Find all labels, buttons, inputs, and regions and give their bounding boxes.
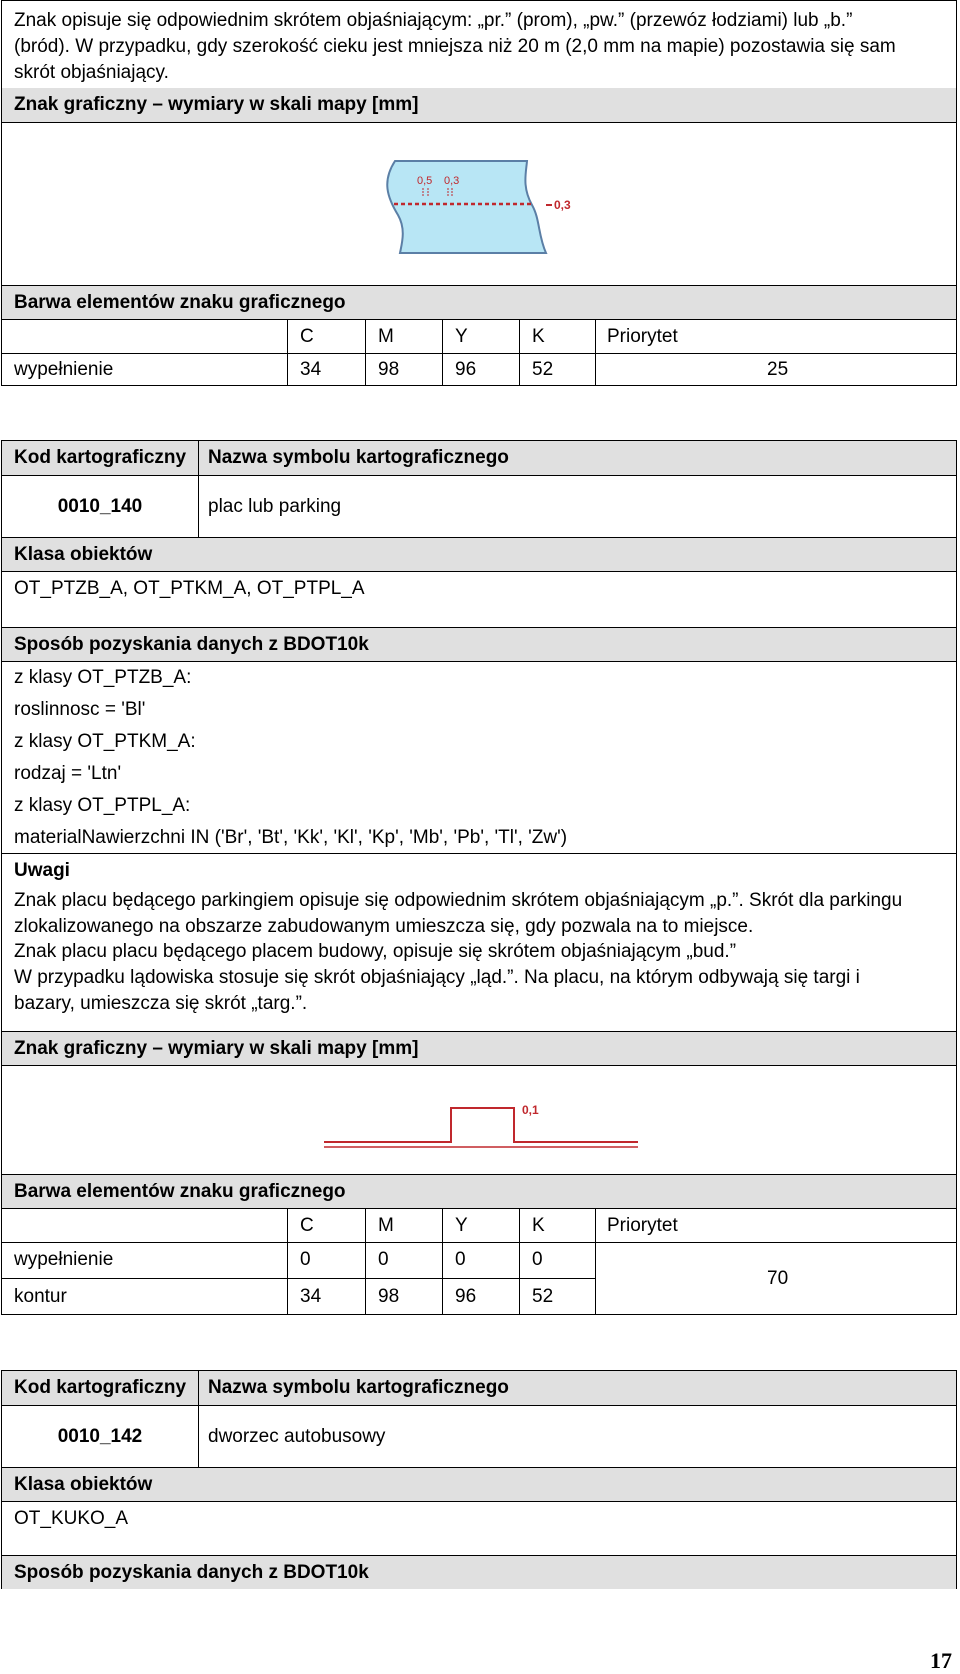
code-name-header [2, 441, 956, 475]
source-rows [2, 661, 956, 853]
ferry-dim-line: 0,3 [554, 198, 571, 212]
name-header: Nazwa symbolu kartograficznego [208, 447, 509, 468]
col-y: Y [455, 325, 468, 347]
cmyk-header-row-2 [2, 1208, 956, 1242]
col-priority: Priorytet [607, 325, 678, 347]
col-k: K [532, 325, 545, 347]
code-name-row [2, 475, 956, 537]
note-row [2, 1, 956, 88]
fill-k: 0 [532, 1249, 543, 1270]
note-line-3: skrót objaśniający. [14, 62, 169, 83]
parking-sign-graphic-row [2, 1065, 956, 1174]
code-header-2: Kod kartograficzny [14, 1377, 187, 1398]
class-value-row-2 [2, 1501, 956, 1557]
ferry-sign-table [1, 0, 957, 386]
parking-priority: 70 [767, 1268, 789, 1289]
parking-dim-line: 0,1 [522, 1103, 539, 1117]
ferry-water-area [387, 161, 546, 253]
outline-y: 96 [455, 1286, 477, 1307]
symbol-0010-140-table [1, 440, 957, 1315]
col-priority: Priorytet [607, 1214, 678, 1236]
fill-m: 98 [378, 359, 400, 380]
class-header-2: Klasa obiektów [14, 1474, 153, 1495]
symbol-code-2: 0010_142 [57, 1425, 143, 1447]
class-header: Klasa obiektów [14, 544, 153, 565]
fill-label: wypełnienie [14, 359, 114, 380]
outline-c: 34 [300, 1286, 322, 1307]
source-header-2: Sposób pozyskania danych z BDOT10k [14, 1562, 369, 1583]
symbol-code: 0010_140 [57, 495, 143, 517]
symbol-0010-142-table [1, 1370, 957, 1589]
parking-sign-graphic [2, 1066, 958, 1174]
remarks-header: Uwagi [14, 860, 70, 881]
remark-line-2: zlokalizowanego na obszarze zabudowanym umieszcza się, gdy pozwala na to miejsce. [14, 916, 754, 937]
symbol-name: plac lub parking [208, 495, 342, 517]
page-number: 17 [930, 1648, 952, 1673]
ferry-dim-a: 0,5 [417, 175, 433, 187]
fill-k: 52 [532, 359, 554, 380]
remark-line-4: W przypadku lądowiska stosuje się skrót objaśniający „ląd.”. Na placu, na którym odbywają się targi i [14, 967, 860, 988]
remark-line-1: Znak placu będącego parkingiem opisuje się odpowiednim skrótem objaśniającym „p.”. Skrót dla parkingu [14, 890, 903, 911]
fill-y: 0 [455, 1249, 466, 1270]
fill-y: 96 [455, 359, 477, 380]
source-line-3: z klasy OT_PTKM_A: [14, 731, 196, 752]
code-header: Kod kartograficzny [14, 447, 187, 468]
class-value: OT_PTZB_A, OT_PTKM_A, OT_PTPL_A [14, 578, 365, 599]
name-header-2: Nazwa symbolu kartograficznego [208, 1377, 509, 1398]
remark-line-5: bazary, umieszcza się skrót „targ.”. [14, 993, 308, 1014]
outline-m: 98 [378, 1286, 400, 1307]
graphic-sign-header [2, 88, 956, 122]
source-line-4: rodzaj = 'Ltn' [14, 763, 122, 784]
source-header: Sposób pozyskania danych z BDOT10k [14, 634, 369, 655]
class-value-2: OT_KUKO_A [14, 1508, 129, 1529]
class-header-row [2, 537, 956, 571]
fill-c: 0 [300, 1249, 311, 1270]
outline-k: 52 [532, 1286, 554, 1307]
parking-sign-outline [324, 1108, 638, 1142]
graphic-sign-label: Znak graficzny – wymiary w skali mapy [mm] [14, 94, 419, 115]
ferry-dim-b: 0,3 [444, 175, 460, 187]
code-name-row-2 [2, 1405, 956, 1467]
col-k: K [532, 1214, 545, 1236]
ferry-sign-graphic [2, 123, 958, 285]
colour-header-row [2, 285, 956, 319]
source-line-2: roslinnosc = 'Bl' [14, 699, 146, 720]
source-header-row-2 [2, 1555, 956, 1589]
fill-priority: 25 [767, 359, 789, 380]
source-header-row [2, 627, 956, 661]
remark-line-3: Znak placu placu będącego placem budowy, opisuje się skrótem objaśniającym „bud.” [14, 941, 737, 962]
source-line-5: z klasy OT_PTPL_A: [14, 795, 191, 816]
remarks-header-row [2, 853, 956, 889]
class-header-row-2 [2, 1467, 956, 1501]
col-c: C [300, 325, 314, 347]
ferry-fill-row [2, 353, 956, 386]
col-c: C [300, 1214, 314, 1236]
symbol-name-2: dworzec autobusowy [208, 1425, 386, 1447]
fill-m: 0 [378, 1249, 389, 1270]
source-line-6: materialNawierzchni IN ('Br', 'Bt', 'Kk', 'Kl', 'Kp', 'Mb', 'Pb', 'Tl', 'Zw') [14, 827, 568, 848]
graphic-sign-label-2: Znak graficzny – wymiary w skali mapy [mm] [14, 1038, 419, 1059]
colour-header-row-2 [2, 1174, 956, 1208]
note-line-2: (bród). W przypadku, gdy szerokość cieku jest mniejsza niż 20 m (2,0 mm na mapie) pozostawia się sam [14, 36, 896, 57]
fill-label: wypełnienie [14, 1249, 114, 1270]
parking-colour-rows [2, 1242, 956, 1315]
col-m: M [378, 325, 394, 347]
fill-c: 34 [300, 359, 322, 380]
ferry-sign-graphic-row [2, 122, 956, 285]
remarks-rows [2, 885, 956, 1023]
col-y: Y [455, 1214, 468, 1236]
note-line-1: Znak opisuje się odpowiednim skrótem objaśniającym: „pr.” (prom), „pw.” (przewóz łodziami) lub „b.” [14, 10, 853, 31]
source-line-1: z klasy OT_PTZB_A: [14, 667, 192, 688]
colour-header-label-2: Barwa elementów znaku graficznego [14, 1181, 346, 1202]
colour-header-label: Barwa elementów znaku graficznego [14, 292, 346, 313]
code-name-header-2 [2, 1371, 956, 1405]
col-m: M [378, 1214, 394, 1236]
cmyk-header-row [2, 319, 956, 353]
outline-label: kontur [14, 1286, 67, 1307]
graphic-sign-header-2 [2, 1031, 956, 1065]
